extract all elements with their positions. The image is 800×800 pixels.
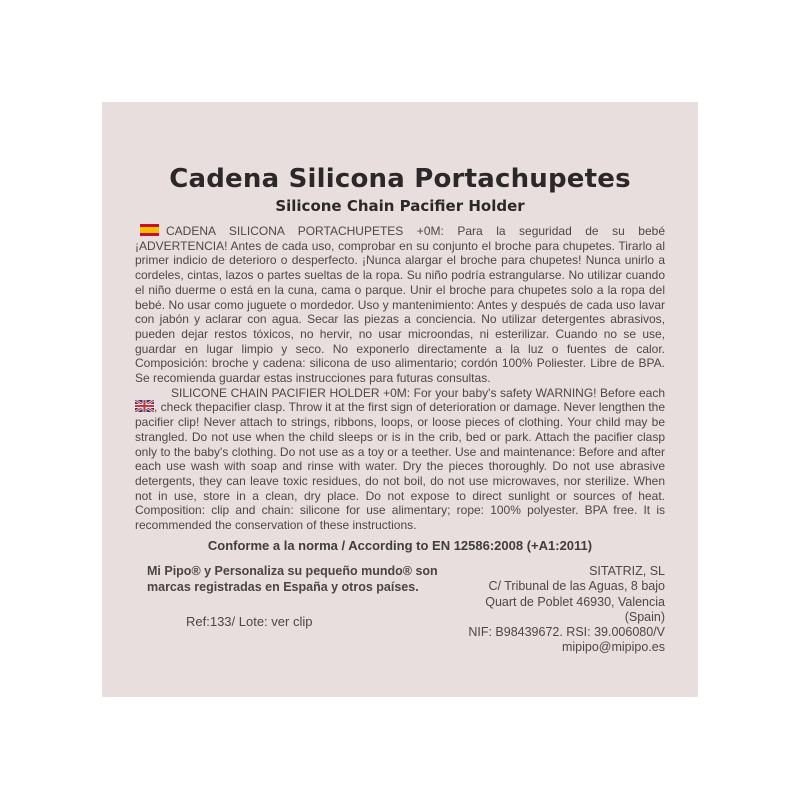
- english-instructions-text-start: SILICONE CHAIN PACIFIER HOLDER +0M: For your baby's safety WARNING! Before each: [171, 385, 665, 400]
- spanish-instructions-paragraph: [135, 224, 665, 386]
- uk-flag-icon: [135, 400, 154, 412]
- spain-flag-icon: [140, 224, 159, 236]
- ref-lot-line: Ref:133/ Lote: ver clip: [186, 614, 313, 629]
- english-instructions-paragraph: [135, 386, 665, 533]
- instructions-text: [135, 224, 665, 533]
- company-address-block: [445, 564, 665, 656]
- company-name: SITATRIZ, SL: [589, 564, 665, 578]
- english-instructions-text-end: , check thepacifier clasp. Throw it at the first sign of deterioration or damage. Never lengthen the pacifier clip! Never attach to strings, ribbons, loops, or loose pieces of clothing. Your child may be strangled. Do not use when the child sleeps or is in the crib, bed or park. Attach the pacifier clasp only to the baby's clothing. Do not use as a toy or a teether. Use and maintenance: Before and after each use wash with soap and rinse with water. Dry the pieces thoroughly. Do not use abrasive detergents, they can leave toxic residues, do not boil, do not use microwaves, nor sterilize. When not in use, store in a clean, dry place. Do not expose to direct sunlight or sources of heat. Composition: clip and chain: silicone for use alimentary; rope: 100% polyester. BPA free. It is recommended the conservation of these instructions.: [135, 400, 665, 533]
- page-title: Cadena Silicona Portachupetes: [169, 164, 631, 194]
- page-subtitle: Silicone Chain Pacifier Holder: [275, 197, 525, 215]
- trademark-note: Mi Pipo® y Personaliza su pequeño mundo® son marcas registradas en España y otros países.: [147, 564, 438, 594]
- company-email: mipipo@mipipo.es: [561, 640, 665, 655]
- product-label: [102, 102, 698, 697]
- company-city: Quart de Poblet 46930, Valencia (Spain): [485, 594, 665, 624]
- company-nif-rsi: NIF: B98439672. RSI: 39.006080/V: [468, 625, 665, 640]
- company-street: C/ Tribunal de las Aguas, 8 bajo: [488, 579, 665, 594]
- standard-compliance-line: Conforme a la norma / According to EN 12586:2008 (+A1:2011): [207, 538, 593, 553]
- spanish-instructions-text: CADENA SILICONA PORTACHUPETES +0M: Para la seguridad de su bebé ¡ADVERTENCIA! Antes de cada uso, comprobar en su conjunto el broche para chupetes. Tirarlo al primer indicio de deterioro o desperfecto. ¡Nunca alargar el broche para chupetes! Nunca unirlo a cordeles, cintas, lazos o partes sueltas de la ropa. Su niño podría estrangularse. No utilizar cuando el niño duerme o está en la cuna, cama o parque. Unir el broche para chupetes solo a la ropa del bebé. No usar como juguete o mordedor. Uso y mantenimiento: Antes y después de cada uso lavar con jabón y aclarar con agua. Secar las piezas a conciencia. No utilizar detergentes abrasivos, pueden dejar restos tóxicos, no hervir, no usar microondas, ni esterilizar. Cuando no se use, guardar en lugar limpio y seco. No exponerlo directamente a la luz o fuentes de calor. Composición: broche y cadena: silicona de uso alimentario; cordón 100% Poliester. Libre de BPA. Se recomienda guardar estas instrucciones para futuras consultas.: [135, 224, 665, 386]
- footer: [135, 564, 665, 656]
